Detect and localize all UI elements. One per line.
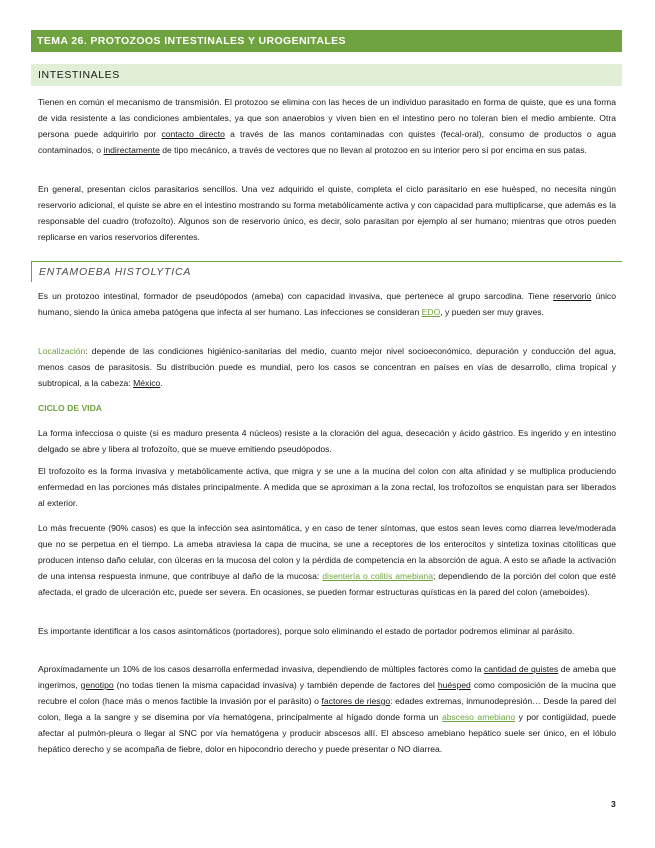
page-number: 3 [611, 799, 616, 809]
heading-ciclo-de-vida: CICLO DE VIDA [38, 403, 102, 413]
paragraph-portadores: Es importante identificar a los casos asintomáticos (portadores), porque solo eliminando el estado de portador podremos eliminar al parásito. [38, 626, 575, 636]
paragraph-trofozoito: El trofozoíto es la forma invasiva y metabólicamente activa, que migra y se une a la mucina del colon con alta afinidad y se multiplica produciendo enfermedad en las porciones más distales principalmente. A medida que se aproximan a la zona rectal, los trofozoítos se enquistan para ser liberados al exterior. [38, 466, 616, 508]
subsection-heading-entamoeba: ENTAMOEBA HISTOLYTICA [31, 261, 622, 282]
paragraph-parasite-cycles: En general, presentan ciclos parasitarios sencillos. Una vez adquirido el quiste, completa el ciclo parasitario en ese huésped, no necesita ningún reservorio adicional, el quiste se abre en el intestino mostrando su forma metabólicamente activa y con capacidad para multiplicarse, que además es la responsable del cuadro (trofozoíto). Algunos son de reservorio único, es decir, solo parasitan por ejemplo al ser humano; mientras que otros pueden replicarse en varios reservorios diferentes. [38, 184, 616, 242]
paragraph-asintomatica: Lo más frecuente (90% casos) es que la infección sea asintomática, y en caso de tener síntomas, que estos sean leves como diarrea leve/moderada que no se perpetua en el tiempo. La ameba atraviesa la capa de mucina, se une a receptores de los enterocitos y sintetiza toxinas citolíticas que producen intenso daño celular, con úlceras en la mucosa del colon y la pérdida de competencia en la absorción de agua. A esto se añade la activación de una intensa respuesta inmune, que contribuye al daño de la mucosa: disentería o colitis amebiana; dependiendo de la porción del colon que esté afectada, el grado de ulceración etc, puede ser severa. En ocasiones, se pueden formar estructuras quísticas en la pared del colon (ameboides). [38, 523, 616, 597]
underlined-term: México [133, 377, 161, 388]
highlight-term: disentería o colitis amebiana [322, 570, 433, 581]
underlined-term: huésped [437, 679, 471, 690]
underlined-term: cantidad de quistes [483, 664, 559, 674]
underlined-term: genotipo [80, 679, 114, 690]
paragraph-transmission: Tienen en común el mecanismo de transmisión. El protozoo se elimina con las heces de un individuo parasitado en forma de quiste, que es una forma de vida resistente a las condiciones ambientales, ya que son anaerobios y viven bien en el intestino pero no toleran bien el medio ambiente. Otra persona puede adquirirlo por contacto directo a través de las manos contaminadas con quistes (fecal-oral), consumo de productos o agua contaminados, o indirectamente de tipo mecánico, a través de vectores que no llevan al protozoo en su interior pero sí por encima en sus patas. [38, 97, 617, 155]
paragraph-entamoeba-intro: Es un protozoo intestinal, formador de pseudópodos (ameba) con capacidad invasiva, que pertenece al grupo sarcodina. Tiene reservorio único humano, siendo la única ameba patógena que infecta al ser humano. Las infecciones se consideran EDO, y pueden ser muy graves. [38, 291, 616, 317]
underlined-term: factores de riesgo [321, 695, 391, 706]
section-heading-intestinales: INTESTINALES [31, 64, 622, 86]
highlight-term: absceso amebiano [441, 711, 516, 722]
localizacion-label: Localización [38, 346, 86, 356]
underlined-term: reservorio [553, 291, 592, 301]
underlined-term: contacto directo [161, 128, 225, 139]
underlined-term: indirectamente [103, 144, 160, 155]
paragraph-localizacion: Localización: depende de las condiciones higiénico-sanitarias del medio, cuanto mejor nivel socioeconómico, depuración y conducción del agua, menos casos de parasitosis. Su distribución puede es mundial, pero los casos se concentran en países en vías de desarrollo, clima tropical y subtropical, a la cabeza: México. [38, 346, 616, 388]
paragraph-enfermedad-invasiva: Aproximadamente un 10% de los casos desarrolla enfermedad invasiva, dependiendo de múltiples factores como la cantidad de quistes de ameba que ingerimos, genotipo (no todas tienen la misma capacidad invasiva) y también depende de factores del huésped como composición de la mucina que recubre el colon (hace más o menos factible la invasión por el parásito) o factores de riesgo: edades extremas, inmunodepresión… Desde la pared del colon, llega a la sangre y se disemina por vía hematógena, principalmente al hígado donde forma un absceso amebiano y por contigüidad, puede afectar al pulmón-pleura o llegar al SNC por vía hematógena y producir abscesos allí. El absceso amebiano hepático suele ser único, en el lóbulo hepático derecho y se acompaña de fiebre, dolor en hipocondrio derecho y puede presentar o NO diarrea. [38, 664, 617, 754]
topic-title: TEMA 26. PROTOZOOS INTESTINALES Y UROGENITALES [31, 30, 622, 52]
paragraph-quiste: La forma infecciosa o quiste (si es maduro presenta 4 núcleos) resiste a la cloración del agua, desecación y ácido gástrico. Es ingerido y en intestino delgado se abre y libera al trofozoíto, que se mueve emitiendo pseudópodos. [38, 428, 616, 454]
highlight-term: EDO [421, 306, 441, 317]
